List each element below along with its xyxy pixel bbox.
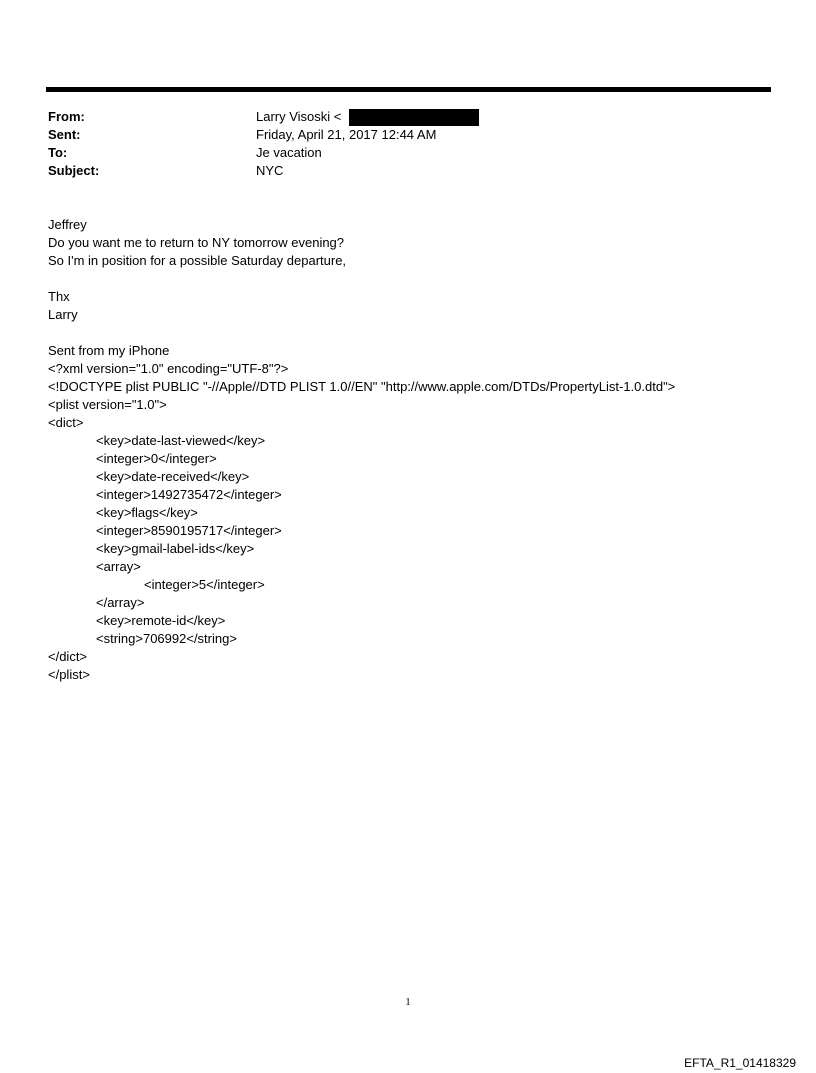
plist-entry: <key>remote-id</key> [96, 613, 226, 628]
redaction-box [349, 109, 479, 126]
sent-label: Sent: [48, 127, 81, 142]
plist-entry: </array> [96, 595, 145, 610]
sent-value: Friday, April 21, 2017 12:44 AM [256, 127, 437, 142]
header-sent [48, 126, 768, 144]
plist-entry: <key>flags</key> [96, 505, 198, 520]
email-body [48, 216, 788, 684]
plist-xml-declaration: <?xml version="1.0" encoding="UTF-8"?> [48, 361, 289, 376]
plist-array-item: <integer>5</integer> [144, 577, 265, 592]
sent-from-line: Sent from my iPhone [48, 343, 170, 358]
page-number: 1 [405, 996, 411, 1008]
plist-entry: <integer>1492735472</integer> [96, 487, 282, 502]
plist-entry: <integer>8590195717</integer> [96, 523, 282, 538]
plist-close-tag: </plist> [48, 667, 90, 682]
from-value: Larry Visoski < [256, 109, 342, 124]
plist-entry: <string>706992</string> [96, 631, 237, 646]
body-greeting: Jeffrey [48, 217, 87, 232]
dict-open-tag: <dict> [48, 415, 84, 430]
plist-entry: <key>gmail-label-ids</key> [96, 541, 255, 556]
plist-entry: <key>date-received</key> [96, 469, 250, 484]
to-label: To: [48, 145, 68, 160]
plist-entry: <array> [96, 559, 141, 574]
body-thanks: Thx [48, 289, 70, 304]
header-to [48, 144, 768, 162]
plist-doctype: <!DOCTYPE plist PUBLIC "-//Apple//DTD PLIST 1.0//EN" "http://www.apple.com/DTDs/PropertyList-1.0.dtd"> [48, 379, 676, 394]
subject-value: NYC [256, 163, 284, 178]
subject-label: Subject: [48, 163, 100, 178]
email-header [48, 108, 768, 180]
plist-entry: <key>date-last-viewed</key> [96, 433, 266, 448]
to-value: Je vacation [256, 145, 322, 160]
header-from [48, 108, 768, 126]
body-signature: Larry [48, 307, 78, 322]
document-id: EFTA_R1_01418329 [684, 1056, 796, 1070]
plist-open-tag: <plist version="1.0"> [48, 397, 167, 412]
plist-entry: <integer>0</integer> [96, 451, 217, 466]
top-rule [46, 87, 771, 92]
header-subject [48, 162, 768, 180]
from-label: From: [48, 109, 85, 124]
body-line: So I'm in position for a possible Saturday departure, [48, 253, 347, 268]
body-line: Do you want me to return to NY tomorrow evening? [48, 235, 345, 250]
dict-close-tag: </dict> [48, 649, 88, 664]
